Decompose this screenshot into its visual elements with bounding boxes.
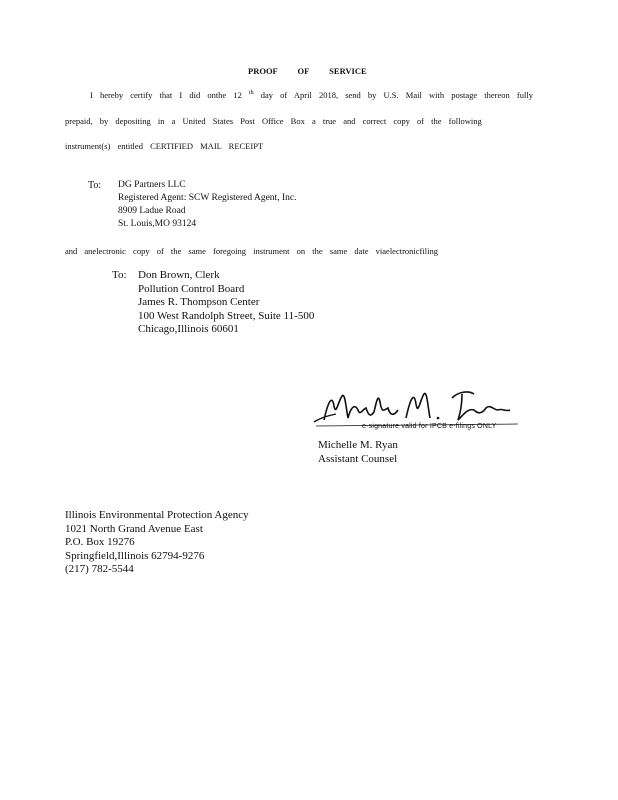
agency-address xyxy=(65,509,249,577)
certification-line-1 xyxy=(90,90,533,100)
certification-line-3: instrument(s) entitled CERTIFIED MAIL RECEIPT xyxy=(65,141,264,151)
certification-text-end: day of April 2018, send by U.S. Mail with postage thereon fully xyxy=(260,90,533,100)
recipient-1-to-label: To: xyxy=(88,180,102,191)
address-line: Chicago,Illinois 60601 xyxy=(138,323,239,335)
agency-line: (217) 782-5544 xyxy=(65,563,134,575)
address-line: DG Partners LLC xyxy=(118,180,186,190)
address-line: James R. Thompson Center xyxy=(138,296,260,308)
recipient-2-to-label: To: xyxy=(112,269,127,281)
address-line: 8909 Ladue Road xyxy=(118,206,186,216)
page-title: PROOF OF SERVICE xyxy=(248,66,367,76)
esignature-note: e-signature valid for IPCB e-filings ONLY xyxy=(362,423,497,430)
agency-line: Illinois Environmental Protection Agency xyxy=(65,509,249,521)
agency-line: 1021 North Grand Avenue East xyxy=(65,522,203,535)
address-line: 100 West Randolph Street, Suite 11-500 xyxy=(138,309,315,322)
recipient-1-address xyxy=(118,179,296,231)
signer-name: Michelle M. Ryan xyxy=(318,439,398,451)
address-line: Registered Agent: SCW Registered Agent, Inc. xyxy=(118,193,297,203)
certification-text-start: I hereby certify that I did onthe 12 xyxy=(90,90,242,100)
ordinal-suffix: th xyxy=(248,90,254,97)
recipient-2-address xyxy=(138,269,314,337)
signer-role: Assistant Counsel xyxy=(318,452,398,465)
address-line: Don Brown, Clerk xyxy=(138,269,220,281)
agency-line: P.O. Box 19276 xyxy=(65,536,135,548)
certification-line-2: prepaid, by depositing in a United States Post Office Box a true and correct copy of the following xyxy=(65,116,482,126)
signer-block xyxy=(318,439,398,466)
address-line: St. Louis,MO 93124 xyxy=(118,219,197,229)
electronic-copy-line: and anelectronic copy of the same foregoing instrument on the same date viaelectronicfiling xyxy=(65,246,438,256)
address-line: Pollution Control Board xyxy=(138,282,245,295)
agency-line: Springfield,Illinois 62794-9276 xyxy=(65,549,205,562)
